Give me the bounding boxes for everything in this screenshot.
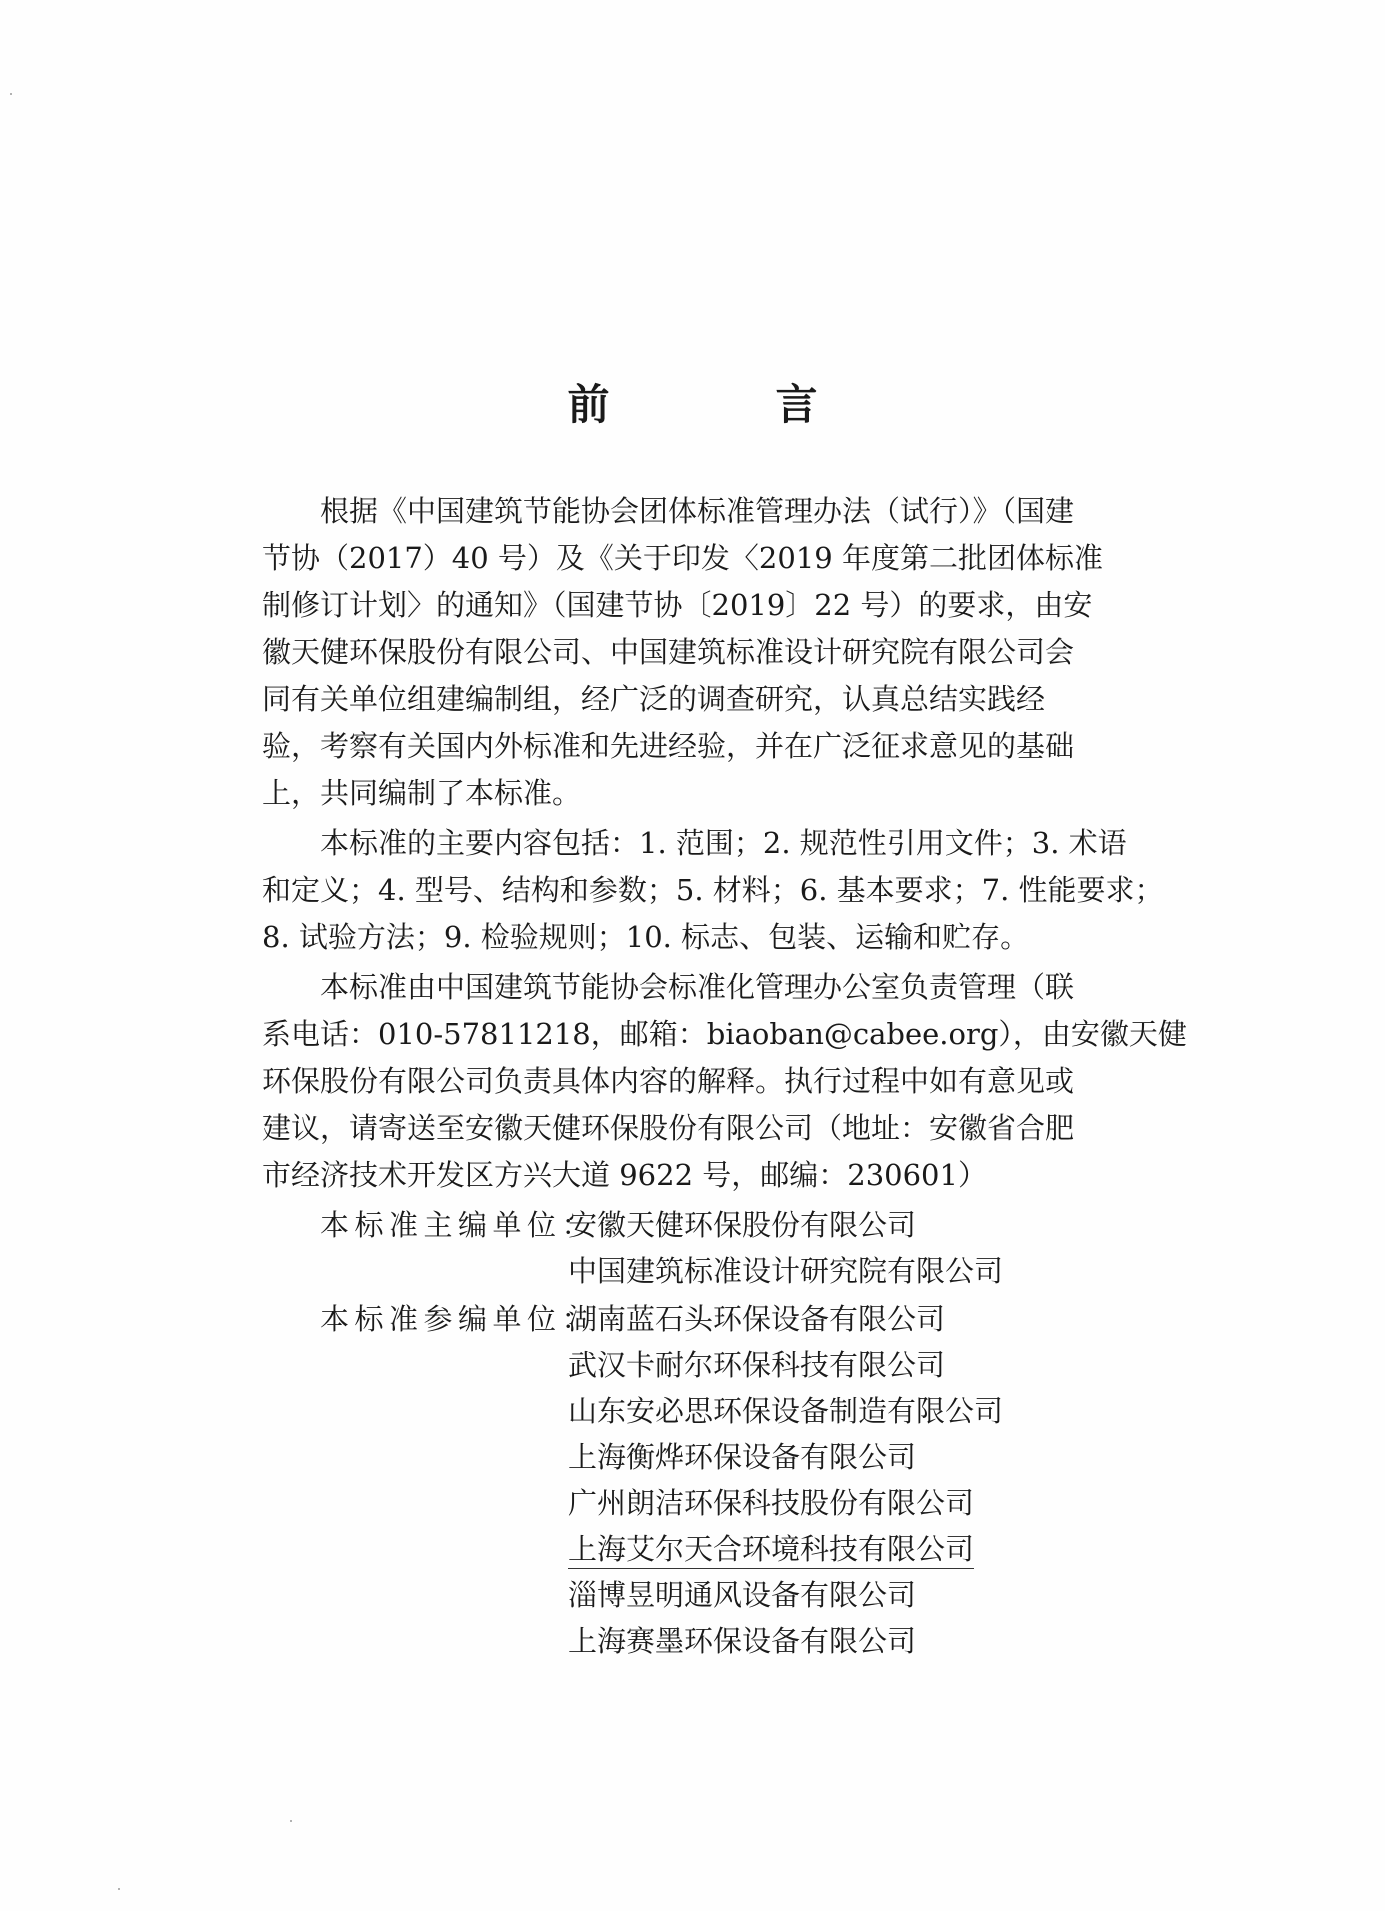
paragraph-basis xyxy=(262,488,1124,817)
participating-unit-row xyxy=(262,1618,1124,1664)
scan-speck xyxy=(10,93,12,95)
text-line: 本标准由中国建筑节能协会标准化管理办公室负责管理（联 xyxy=(320,970,1075,1004)
participating-units-list xyxy=(262,1296,1124,1664)
text-line: 环保股份有限公司负责具体内容的解释。执行过程中如有意见或 xyxy=(262,1064,1075,1098)
scan-speck xyxy=(290,1820,292,1822)
participating-unit-row xyxy=(262,1296,1124,1342)
unit-name: 上海赛墨环保设备有限公司 xyxy=(568,1624,917,1658)
paragraph-management xyxy=(262,964,1187,1199)
participating-unit-row xyxy=(262,1480,1124,1526)
text-line: 本标准的主要内容包括：1. 范围；2. 规范性引用文件；3. 术语 xyxy=(320,826,1127,860)
text-line: 系电话：010-57811218，邮箱：biaoban@cabee.org），由安徽天健 xyxy=(262,1017,1187,1051)
unit-name: 湖南蓝石头环保设备有限公司 xyxy=(568,1302,946,1336)
text-line: 建议，请寄送至安徽天健环保股份有限公司（地址：安徽省合肥 xyxy=(262,1111,1075,1145)
unit-name: 上海艾尔天合环境科技有限公司 xyxy=(568,1532,974,1569)
unit-name: 安徽天健环保股份有限公司 xyxy=(568,1208,917,1242)
page-title: 前 言 xyxy=(567,380,880,429)
unit-name: 武汉卡耐尔环保科技有限公司 xyxy=(568,1348,946,1382)
text-line: 验，考察有关国内外标准和先进经验，并在广泛征求意见的基础 xyxy=(262,729,1075,763)
participating-units-label: 本标准参编单位： xyxy=(320,1302,597,1336)
unit-name: 广州朗洁环保科技股份有限公司 xyxy=(568,1486,975,1520)
text-line: 8. 试验方法；9. 检验规则；10. 标志、包装、运输和贮存。 xyxy=(262,920,1030,954)
text-line: 根据《中国建筑节能协会团体标准管理办法（试行）》（国建 xyxy=(320,494,1075,528)
participating-unit-row xyxy=(262,1526,1124,1572)
chief-units-list xyxy=(262,1202,1124,1294)
chief-unit-row xyxy=(262,1202,1124,1248)
text-line: 制修订计划〉的通知》（国建节协〔2019〕22 号）的要求，由安 xyxy=(262,588,1093,622)
text-line: 和定义；4. 型号、结构和参数；5. 材料；6. 基本要求；7. 性能要求； xyxy=(262,873,1164,907)
unit-name: 山东安必思环保设备制造有限公司 xyxy=(568,1394,1004,1428)
chief-units-label: 本标准主编单位： xyxy=(320,1208,597,1242)
chief-unit-row xyxy=(262,1248,1124,1294)
text-line: 上，共同编制了本标准。 xyxy=(262,776,582,810)
foreword-body xyxy=(262,488,1187,1664)
text-line: 节协（2017）40 号）及《关于印发〈2019 年度第二批团体标准 xyxy=(262,541,1103,575)
scan-speck xyxy=(118,1888,120,1890)
participating-unit-row xyxy=(262,1572,1124,1618)
participating-unit-row xyxy=(262,1434,1124,1480)
participating-unit-row xyxy=(262,1342,1124,1388)
text-line: 徽天健环保股份有限公司、中国建筑标准设计研究院有限公司会 xyxy=(262,635,1075,669)
text-line: 市经济技术开发区方兴大道 9622 号，邮编：230601） xyxy=(262,1158,987,1192)
unit-name-underlined xyxy=(568,1526,1124,1572)
paragraph-contents xyxy=(262,820,1164,961)
unit-name: 淄博昱明通风设备有限公司 xyxy=(568,1578,917,1612)
participating-unit-row xyxy=(262,1388,1124,1434)
unit-name: 上海衡烨环保设备有限公司 xyxy=(568,1440,917,1474)
text-line: 同有关单位组建编制组，经广泛的调查研究，认真总结实践经 xyxy=(262,682,1046,716)
unit-name: 中国建筑标准设计研究院有限公司 xyxy=(568,1254,1004,1288)
